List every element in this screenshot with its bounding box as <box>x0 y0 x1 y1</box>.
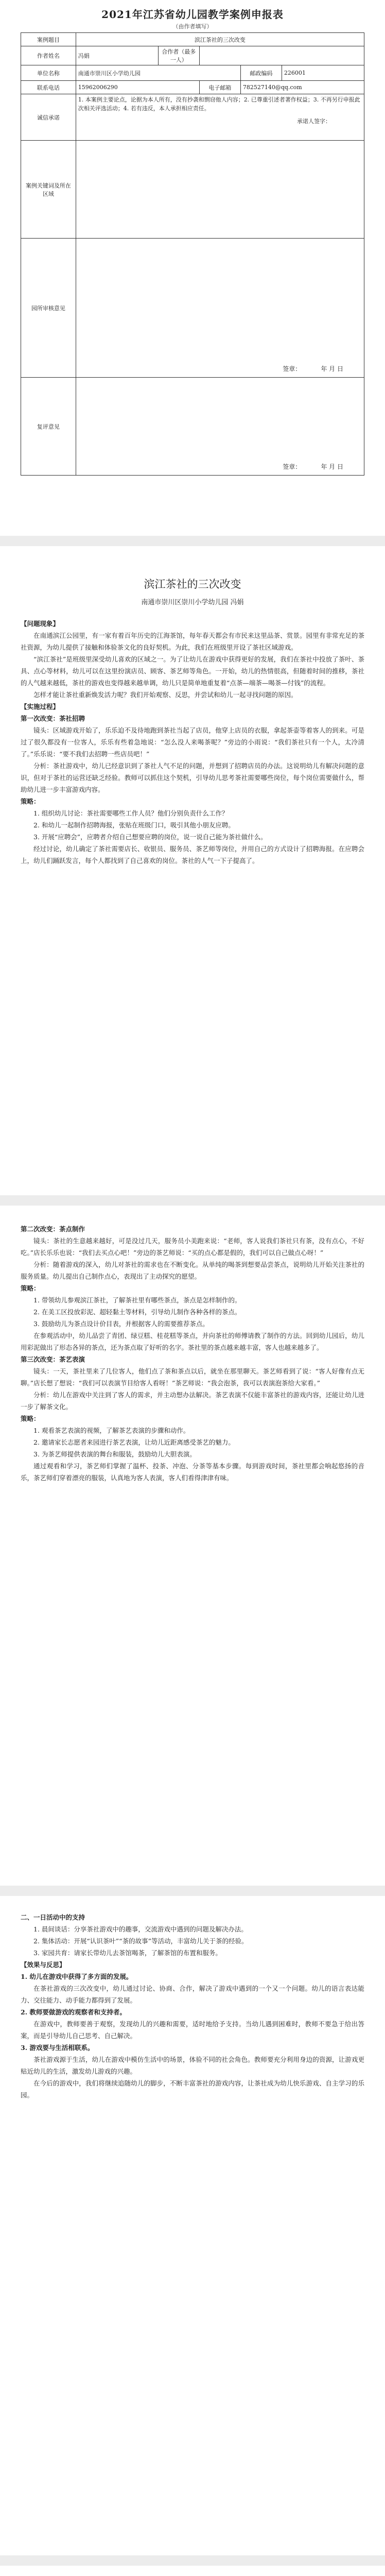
section-heading: 3. 游戏要与生活相联系。 <box>21 2044 94 2052</box>
form-subtitle: （由作者填写） <box>172 23 213 30</box>
paragraph: 3. 为茶艺师提供表演的舞台和服装，鼓励幼儿大胆表演。 <box>33 1450 196 1458</box>
review-sign: 签章： <box>283 463 302 470</box>
section-heading: 2. 教师要做游戏的观察者和支持者。 <box>21 2008 126 2016</box>
paragraph: 怎样才能让茶社重新焕发活力呢？我们开始观察、反思，并尝试和幼儿一起寻找问题的原因。 <box>33 691 297 699</box>
email-label: 电子邮箱 <box>199 81 240 94</box>
school-review-label: 园所审核意见 <box>21 239 76 378</box>
promise-sign: 承诺人签字： <box>297 118 331 125</box>
paragraph: 镜头：茶社的生意越来越好，可是没过几天，服务员小美跑来说：“老师，客人说我们茶社只有茶，没有点心，不好吃。”店长乐乐也说：“我们去买点心吧！”旁边的茶艺师说：“买的点心都是假的，我们可以自己做点心呀！” <box>21 1237 364 1257</box>
paragraph: 茶社游戏源于生活，幼儿在游戏中模仿生活中的场景，体验不同的社会角色。教师要充分利用身边的资源，让游戏更贴近幼儿的生活，激发幼儿游戏的兴趣。 <box>21 2056 364 2075</box>
case-body-2 <box>21 1223 364 1484</box>
paragraph: 1. 观看茶艺表演的视频，了解茶艺表演的步骤和动作。 <box>33 1427 190 1434</box>
paragraph: 3. 家园共育：请家长带幼儿去茶馆喝茶，了解茶馆的布置和服务。 <box>33 1949 222 1957</box>
paragraph: “滨江茶社”是班级里深受幼儿喜欢的区域之一。为了让幼儿在游戏中获得更好的发展，我们在茶社中投放了茶叶、茶具、点心等材料，幼儿可以在这里扮演店员、顾客、茶艺师等角色。一开始，幼儿的热情很高，但随着时间的推移，茶社的人气越来越低，茶社的游戏也变得越来越单调，幼儿只是简单地重复着“点茶—端茶—喝茶—付钱”的流程。 <box>21 655 364 687</box>
paragraph: 1. 组织幼儿讨论：茶社需要哪些工作人员？他们分别负责什么工作？ <box>33 809 229 817</box>
paragraph: 镜头：区域游戏开始了，乐乐迫不及待地跑到茶社当起了店员，他穿上店员的衣服，拿起茶壶等着客人的到来。可是过了很久都没有一位客人，乐乐有些着急地说：“怎么没人来喝茶呢？”旁边的小雨说：“我们茶社只有一个人，太冷清了。”乐乐说：“要不我们去招聘一些店员吧！” <box>21 726 364 758</box>
contact-value: 15962006290 <box>76 81 199 94</box>
postcode-value: 226001 <box>282 65 364 81</box>
promise-label: 诚信承诺 <box>21 94 76 141</box>
paragraph: 2. 邀请家长志愿者来园进行茶艺表演，让幼儿近距离感受茶艺的魅力。 <box>33 1438 235 1446</box>
paragraph: 1. 晨间谈话：分享茶社游戏中的趣事，交流游戏中遇到的问题及解决办法。 <box>33 1925 248 1933</box>
paragraph: 经过讨论，幼儿确定了茶社需要店长、收银员、服务员、茶艺师等岗位，并用自己的方式设计了招聘海报。在应聘会上，幼儿们踊跃发言，每个人都找到了自己喜欢的岗位。茶社的人气一下子提高了。 <box>21 845 364 865</box>
paragraph: 分析：随着游戏的深入，幼儿对茶社的需求也在不断变化。从单纯的喝茶到想要品尝茶点，说明幼儿开始关注茶社的服务质量。幼儿提出自己制作点心，表现出了主动探究的愿望。 <box>21 1261 364 1280</box>
coauthor-label: 合作者（最多一人） <box>158 46 199 65</box>
section-heading: 第一次改变：茶社招聘 <box>21 715 85 722</box>
paragraph: 在茶社游戏的三次改变中，幼儿通过讨论、协商、合作，解决了游戏中遇到的一个又一个问题。幼儿的语言表达能力、交往能力、动手能力都得到了发展。 <box>21 1985 364 2004</box>
paragraph: 在游戏中，教师要善于观察，发现幼儿的兴趣和需要，适时地给予支持。当幼儿遇到困难时，教师不要急于给出答案，而是引导幼儿自己思考、自己解决。 <box>21 2020 364 2040</box>
paragraph: 2. 集体活动：开展“认识茶叶”“茶的故事”等活动，丰富幼儿关于茶的经验。 <box>33 1937 248 1945</box>
case-body-1 <box>21 618 364 867</box>
keywords-value <box>76 141 364 239</box>
paragraph: 通过观看和学习，茶艺师们掌握了温杯、投茶、冲泡、分茶等基本步骤。每到游戏时间，茶社里都会响起悠扬的音乐，茶艺师们穿着漂亮的服装，认真地为客人表演，客人们看得津津有味。 <box>21 1462 364 1482</box>
section-heading: 【问题现象】 <box>21 620 60 628</box>
paragraph: 在南通滨江公园里，有一家有着百年历史的江海茶馆，每年春天都会有市民来这里品茶、赏景。园里有非常充足的茶社资源，为幼儿提供了接触和体验茶文化的良好契机。为此，我们在班级里开设了茶社区域游戏。 <box>21 632 364 651</box>
case-body-3 <box>21 1911 364 2101</box>
paragraph: 3. 鼓励幼儿为茶点设计价目表，并根据客人的需要推荐茶点。 <box>33 1320 209 1328</box>
case-page-3 <box>0 1896 385 2555</box>
promise-text: 1. 本案例主要论点，论据为本人所有，没有抄袭和剽窃他人内容；2. 已尊重引述者著作权益；3. 不再另行申报此次相关评选活动；4. 若有违反，本人承担相应责任。 <box>78 96 360 112</box>
paragraph: 分析：茶社游戏中，幼儿已经意识到了茶社人气不足的问题，并想到了招聘店员的办法。这说明幼儿有解决问题的意识，但对于茶社的运营还缺乏经验。教师可以抓住这个契机，引导幼儿思考茶社需要哪些岗位，每个岗位需要做什么，帮助幼儿进一步丰富游戏内容。 <box>21 762 364 793</box>
school-review-cell <box>76 239 364 378</box>
school-sign: 签章： <box>283 365 302 372</box>
section-heading: 【实施过程】 <box>21 703 60 710</box>
unit-value: 南通市崇川区小学幼儿园 <box>76 65 240 81</box>
section-heading: 策略： <box>21 1284 40 1292</box>
section-heading: 策略： <box>21 1415 40 1422</box>
author-value: 冯娟 <box>76 46 158 65</box>
case-page-1 <box>0 546 385 1195</box>
application-table <box>21 32 364 476</box>
case-title: 滨江茶社的三次改变 <box>144 578 241 590</box>
paragraph: 3. 开展“应聘会”，应聘者介绍自己想要应聘的岗位，说一说自己能为茶社做什么。 <box>33 833 267 841</box>
paragraph: 在今后的游戏中，我们将继续追随幼儿的脚步，不断丰富茶社的游戏内容，让茶社成为幼儿快乐游戏、自主学习的乐园。 <box>21 2079 364 2099</box>
section-heading: 二、一日活动中的支持 <box>21 1913 85 1921</box>
email-value: 782527140@qq.com <box>240 81 364 94</box>
form-title: 2021年江苏省幼儿园教学案例申报表 <box>101 8 284 21</box>
section-heading: 第二次改变：茶点制作 <box>21 1225 85 1233</box>
final-review-label: 复评意见 <box>21 378 76 476</box>
form-page <box>0 0 385 536</box>
paragraph: 镜头：一天，茶社里来了几位客人，他们点了茶和茶点以后，就坐在那里聊天。茶艺师看到了说：“客人好像有点无聊。”店长想了想说：“我们可以表演节目给客人看呀！”茶艺师说：“我会泡茶，我可以表演泡茶给大家看。” <box>21 1367 364 1387</box>
final-review-cell <box>76 378 364 476</box>
case-name-value: 滨江茶社的三次改变 <box>76 33 364 46</box>
review-date: 年 月 日 <box>321 463 343 470</box>
keywords-label: 案例关键词及所在区域 <box>21 141 76 239</box>
case-page-2 <box>0 1206 385 1886</box>
school-date: 年 月 日 <box>321 365 343 372</box>
unit-label: 单位名称 <box>21 65 76 81</box>
section-heading: 【效果与反思】 <box>21 1961 66 1969</box>
paragraph: 在参观活动中，幼儿品尝了青团、绿豆糕、桂花糕等茶点，并向茶社的师傅请教了制作的方法。回到幼儿园后，幼儿用彩泥做出了形态各异的茶点，还为茶点取了好听的名字。茶社里的茶点越来越丰富，客人也越来越多了。 <box>21 1332 364 1351</box>
promise-cell <box>76 94 364 141</box>
case-page-4 <box>0 2566 385 2576</box>
author-label: 作者姓名 <box>21 46 76 65</box>
paragraph: 2. 在美工区投放彩泥、超轻黏土等材料，引导幼儿制作各种各样的茶点。 <box>33 1308 241 1316</box>
contact-label: 联系电话 <box>21 81 76 94</box>
case-author: 南通市崇川区崇川小学幼儿园 冯娟 <box>141 599 244 606</box>
section-heading: 1. 幼儿在游戏中获得了多方面的发展。 <box>21 1973 133 1980</box>
case-name-label: 案例题目 <box>21 33 76 46</box>
paragraph: 分析：幼儿在游戏中关注到了客人的需求，并主动想办法解决。茶艺表演不仅能丰富茶社的游戏内容，还能让幼儿进一步了解茶文化。 <box>21 1391 364 1411</box>
postcode-label: 邮政编码 <box>240 65 282 81</box>
paragraph: 1. 带领幼儿参观滨江茶社，了解茶社里有哪些茶点，茶点是怎样制作的。 <box>33 1296 241 1304</box>
section-heading: 策略： <box>21 798 40 805</box>
section-heading: 第三次改变：茶艺表演 <box>21 1355 85 1363</box>
paragraph: 2. 和幼儿一起制作招聘海报，张贴在班级门口，吸引其他小朋友应聘。 <box>33 821 235 829</box>
coauthor-value <box>199 46 364 65</box>
